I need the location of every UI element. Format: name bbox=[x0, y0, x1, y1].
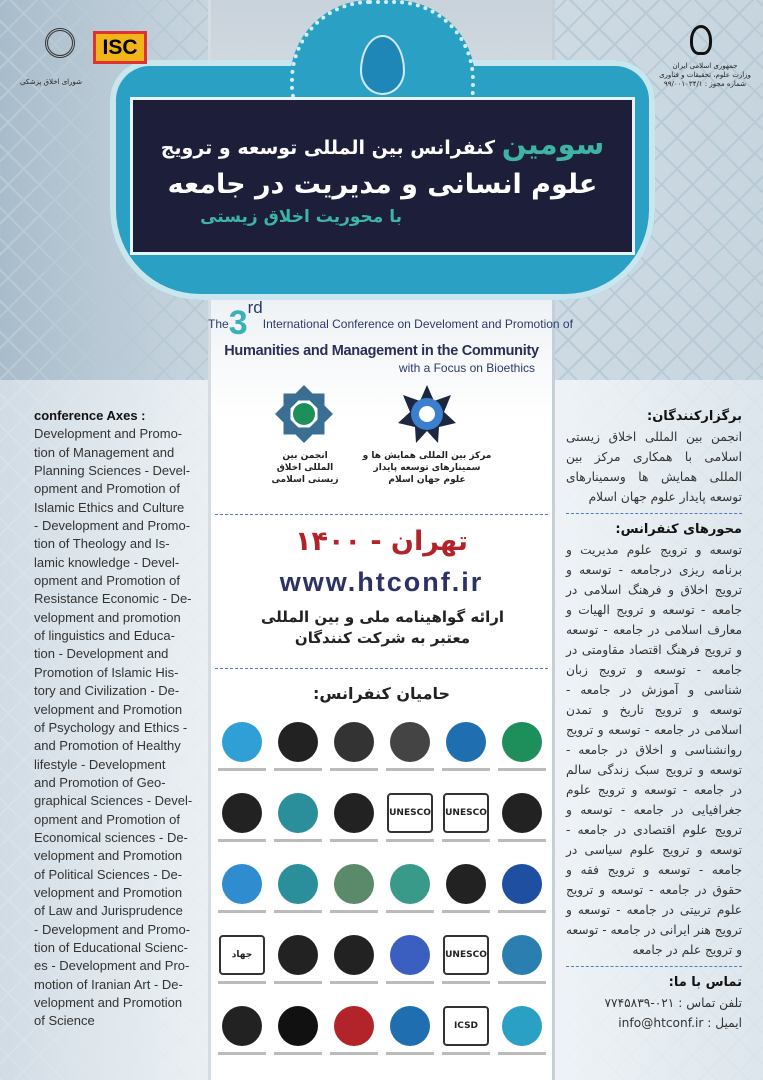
sponsor-caption bbox=[386, 839, 434, 842]
axes-line: tion of Management and bbox=[34, 444, 175, 460]
axes-line: of Political Sciences - De- bbox=[34, 866, 183, 882]
sponsor-caption bbox=[442, 910, 490, 913]
axes-line: velopment and Promotion bbox=[34, 701, 183, 717]
sponsor-logo bbox=[214, 935, 270, 997]
sponsors-title: حامیان کنفرانس: bbox=[312, 684, 451, 703]
sponsor-mark bbox=[222, 864, 262, 904]
sponsor-caption bbox=[498, 981, 546, 984]
sponsor-logo bbox=[326, 935, 382, 997]
sponsor-caption bbox=[498, 910, 546, 913]
medical-ethics-council-logo bbox=[45, 28, 75, 58]
sponsor-mark bbox=[390, 1006, 430, 1046]
sponsor-caption bbox=[442, 981, 490, 984]
banner-line1 bbox=[133, 126, 632, 166]
sponsor-mark bbox=[278, 935, 318, 975]
sponsor-mark bbox=[278, 864, 318, 904]
divider bbox=[566, 513, 742, 514]
sponsor-mark: UNESCO bbox=[443, 935, 489, 975]
edition-number: 3 bbox=[228, 304, 248, 342]
website-link[interactable]: www.htconf.ir bbox=[279, 567, 484, 597]
axes-line: and Promotion of Healthy bbox=[34, 738, 181, 754]
sponsor-caption bbox=[498, 839, 546, 842]
axes-line: - Development and Promo- bbox=[34, 921, 191, 937]
the-word: The bbox=[208, 317, 229, 331]
sponsor-caption bbox=[218, 1052, 266, 1055]
sponsor-mark bbox=[390, 722, 430, 762]
axes-line: graphical Sciences - Devel- bbox=[34, 793, 193, 809]
sponsor-mark bbox=[502, 722, 542, 762]
sponsor-mark bbox=[334, 793, 374, 833]
axes-line: tory and Civilization - De- bbox=[34, 683, 180, 699]
sponsor-logo bbox=[382, 864, 438, 926]
sponsor-mark bbox=[278, 793, 318, 833]
axes-line: Development and Promo- bbox=[34, 426, 183, 442]
sponsor-logo bbox=[270, 722, 326, 784]
sponsor-mark: UNESCO bbox=[387, 793, 433, 833]
sponsor-caption bbox=[386, 1052, 434, 1055]
organizers-text: انجمن بین المللی اخلاق زیستی اسلامی با همکاری مرکز بین المللی همایش ها وسمینارهای توسعه پایدار علوم جهان اسلام bbox=[566, 430, 742, 504]
sponsor-caption bbox=[274, 768, 322, 771]
left-logo-caption: شورای اخلاق پزشکی bbox=[20, 78, 82, 86]
axes-line: Promotion of Islamic His- bbox=[34, 664, 179, 680]
axes-line: tion of Theology and Is- bbox=[34, 536, 170, 552]
banner-line3: با محوریت اخلاق زیستی bbox=[200, 207, 402, 227]
axes-line: of Law and Jurisprudence bbox=[34, 903, 183, 919]
sponsor-caption bbox=[330, 839, 378, 842]
axes-line: opment and Promotion of bbox=[34, 481, 180, 497]
axes-line: tion - Development and bbox=[34, 646, 169, 662]
english-line1: International Conference on Develoment and Promotion of bbox=[262, 317, 573, 331]
sponsor-logo bbox=[438, 1006, 494, 1068]
conference-axes-english bbox=[34, 407, 206, 1031]
sponsor-mark bbox=[334, 935, 374, 975]
iran-emblem-icon bbox=[690, 25, 712, 55]
sponsor-logo bbox=[494, 935, 550, 997]
sponsor-caption bbox=[274, 910, 322, 913]
sponsor-caption bbox=[386, 981, 434, 984]
axes-line: and Promotion of Geo- bbox=[34, 774, 166, 790]
sponsor-mark bbox=[502, 793, 542, 833]
sponsor-logo bbox=[438, 722, 494, 784]
sponsor-mark bbox=[502, 864, 542, 904]
star-flower-logo bbox=[396, 383, 458, 445]
divider bbox=[566, 966, 742, 967]
axes-line: opment and Promotion of bbox=[34, 811, 180, 827]
sponsor-mark bbox=[390, 935, 430, 975]
sponsor-logo bbox=[214, 864, 270, 926]
english-line2: Humanities and Management in the Community bbox=[224, 343, 539, 359]
sponsor-logo bbox=[494, 1006, 550, 1068]
sponsor-mark bbox=[222, 793, 262, 833]
sponsor-caption bbox=[218, 839, 266, 842]
english-title bbox=[208, 298, 573, 376]
sponsor-logo bbox=[326, 864, 382, 926]
axes-line: of Psychology and Ethics - bbox=[34, 719, 188, 735]
axes-title: conference Axes : bbox=[34, 408, 146, 423]
sponsor-logo bbox=[494, 864, 550, 926]
organizer-caption-2: مرکز بین المللی همایش ها و سمینارهای توسعه پایدار علوم جهان اسلام bbox=[362, 451, 492, 485]
sponsor-logo bbox=[382, 1006, 438, 1068]
edition-ordinal: rd bbox=[247, 298, 263, 317]
caption-line: وزارت علوم، تحقیقات و فناوری bbox=[659, 71, 751, 79]
axes-line: lifestyle - Development bbox=[34, 756, 166, 772]
right-logo-caption bbox=[650, 62, 760, 89]
axes-title-fa: محورهای کنفرانس: bbox=[615, 522, 742, 537]
sponsor-logo bbox=[270, 793, 326, 855]
islamic-bioethics-logo bbox=[275, 385, 333, 443]
sponsor-mark bbox=[502, 935, 542, 975]
sponsor-caption bbox=[218, 768, 266, 771]
organizer-caption-1: انجمن بین المللی اخلاق زیستی اسلامی bbox=[271, 451, 339, 485]
sponsor-logo bbox=[214, 722, 270, 784]
sponsor-logos bbox=[214, 722, 550, 1068]
sponsor-caption bbox=[498, 768, 546, 771]
sponsor-mark bbox=[334, 722, 374, 762]
sponsor-logo bbox=[270, 864, 326, 926]
sponsor-mark bbox=[278, 722, 318, 762]
city-year: تهران - ۱۴۰۰ bbox=[295, 526, 468, 557]
sponsor-caption bbox=[218, 910, 266, 913]
right-column bbox=[566, 406, 742, 1033]
sponsor-logo bbox=[326, 1006, 382, 1068]
sponsor-mark: جهاد bbox=[219, 935, 265, 975]
sponsor-logo bbox=[438, 793, 494, 855]
axes-line: tion of Educational Scienc- bbox=[34, 939, 188, 955]
divider bbox=[215, 514, 548, 515]
caption-line: شماره مجوز : ۹۹/۰۰۱۰۳۴/۱ bbox=[664, 80, 746, 88]
sponsor-caption bbox=[386, 910, 434, 913]
axes-line: - Development and Promo- bbox=[34, 518, 191, 534]
sponsor-caption bbox=[330, 981, 378, 984]
contact-title: تماس با ما: bbox=[668, 975, 742, 990]
sponsor-caption bbox=[218, 981, 266, 984]
sponsor-mark bbox=[334, 1006, 374, 1046]
sponsor-caption bbox=[442, 839, 490, 842]
organizers-title: برگزارکنندگان: bbox=[647, 409, 742, 424]
sponsor-caption bbox=[274, 1052, 322, 1055]
axes-line: velopment and Promotion bbox=[34, 995, 183, 1010]
axes-line: velopment and Promotion bbox=[34, 884, 183, 900]
banner-line1-text: کنفرانس بین المللی توسعه و ترویج bbox=[160, 137, 496, 159]
axes-line: of linguistics and Educa- bbox=[34, 628, 175, 644]
sponsor-logo bbox=[494, 722, 550, 784]
axes-text-fa: توسعه و ترویج علوم مدیریت و برنامه ریزی درجامعه - توسعه و ترویج اخلاق و فرهنگ اسلامی در جامعه - توسعه و ترویج الهیات و معارف اسلامی در جامعه - توسعه و ترویج فرهنگ اقتصاد مقاومتی در جامعه - توسعه و ترویج زبان شناسی و آموزش در جامعه - توسعه و ترویج تاریخ و تمدن اسلامی در جامعه - توسعه و ترویج روانشناسی و اخلاق در جامعه - توسعه و ترویج سبک زندگی سالم در جامعه - توسعه و ترویج علوم جغرافیایی در جامعه - توسعه و ترویج علوم اقتصادی در جامعه - توسعه و ترویج علوم سیاسی در جامعه - توسعه و ترویج فقه و حقوق در جامعه - توسعه و ترویج علوم تربیتی در جامعه - توسعه و ترویج هنر ایرانی در جامعه - توسعه و ترویج علم در جامعه bbox=[566, 543, 742, 957]
sponsor-logo bbox=[382, 722, 438, 784]
sponsor-logo bbox=[326, 722, 382, 784]
phone-number[interactable]: تلفن تماس : ۰۲۱-۷۷۴۵۸۳۹ bbox=[604, 996, 742, 1010]
axes-line: Resistance Economic - De- bbox=[34, 591, 192, 607]
sponsor-mark bbox=[334, 864, 374, 904]
banner-line2: علوم انسانی و مدیریت در جامعه bbox=[167, 169, 598, 200]
axes-line: of Science bbox=[34, 1013, 95, 1029]
axes-line: Islamic Ethics and Culture bbox=[34, 499, 185, 515]
sponsor-mark bbox=[446, 864, 486, 904]
email-address[interactable]: ایمیل : info@htconf.ir bbox=[618, 1016, 742, 1030]
sponsor-caption bbox=[330, 768, 378, 771]
sponsor-mark bbox=[222, 722, 262, 762]
sponsor-logo bbox=[438, 864, 494, 926]
sponsor-caption bbox=[498, 1052, 546, 1055]
organizers-section bbox=[566, 406, 742, 507]
axes-line: Planning Sciences - Devel- bbox=[34, 463, 191, 479]
sponsor-mark bbox=[446, 722, 486, 762]
sponsor-mark bbox=[222, 1006, 262, 1046]
sponsor-mark: UNESCO bbox=[443, 793, 489, 833]
axes-line: velopment and Promotion bbox=[34, 848, 183, 864]
sponsor-mark bbox=[278, 1006, 318, 1046]
sponsor-logo bbox=[326, 793, 382, 855]
sponsor-mark bbox=[502, 1006, 542, 1046]
title-banner bbox=[130, 97, 635, 255]
sponsor-mark: ICSD bbox=[443, 1006, 489, 1046]
caption-line: جمهوری اسلامی ایران bbox=[672, 62, 738, 70]
certificate-note: ارائه گواهینامه ملی و بین المللی معتبر به شرکت کنندگان bbox=[260, 608, 505, 647]
sponsor-logo bbox=[270, 935, 326, 997]
sponsor-logo bbox=[382, 793, 438, 855]
sponsor-caption bbox=[442, 1052, 490, 1055]
sponsor-caption bbox=[442, 768, 490, 771]
contact-section bbox=[566, 972, 742, 1033]
sponsor-logo bbox=[438, 935, 494, 997]
sponsor-mark bbox=[390, 864, 430, 904]
axes-line: velopment and promotion bbox=[34, 609, 181, 625]
banner-accent: سومین bbox=[501, 127, 605, 161]
axes-line: opment and Promotion of bbox=[34, 573, 180, 589]
sponsor-caption bbox=[274, 981, 322, 984]
sponsor-caption bbox=[386, 768, 434, 771]
axes-line: Economical sciences - De- bbox=[34, 829, 188, 845]
axes-line: lamic knowledge - Devel- bbox=[34, 554, 180, 570]
sponsor-logo bbox=[494, 793, 550, 855]
english-line3: with a Focus on Bioethics bbox=[398, 361, 535, 375]
sponsor-logo bbox=[270, 1006, 326, 1068]
isc-logo: ISC bbox=[93, 31, 147, 64]
divider bbox=[215, 668, 548, 669]
axes-section bbox=[566, 519, 742, 960]
sponsor-logo bbox=[214, 1006, 270, 1068]
sponsor-logo bbox=[214, 793, 270, 855]
axes-line: es - Development and Pro- bbox=[34, 958, 190, 974]
axes-line: motion of Iranian Art - De- bbox=[34, 976, 183, 992]
sponsor-logo bbox=[382, 935, 438, 997]
sponsor-caption bbox=[330, 910, 378, 913]
sponsor-caption bbox=[330, 1052, 378, 1055]
sponsor-caption bbox=[274, 839, 322, 842]
